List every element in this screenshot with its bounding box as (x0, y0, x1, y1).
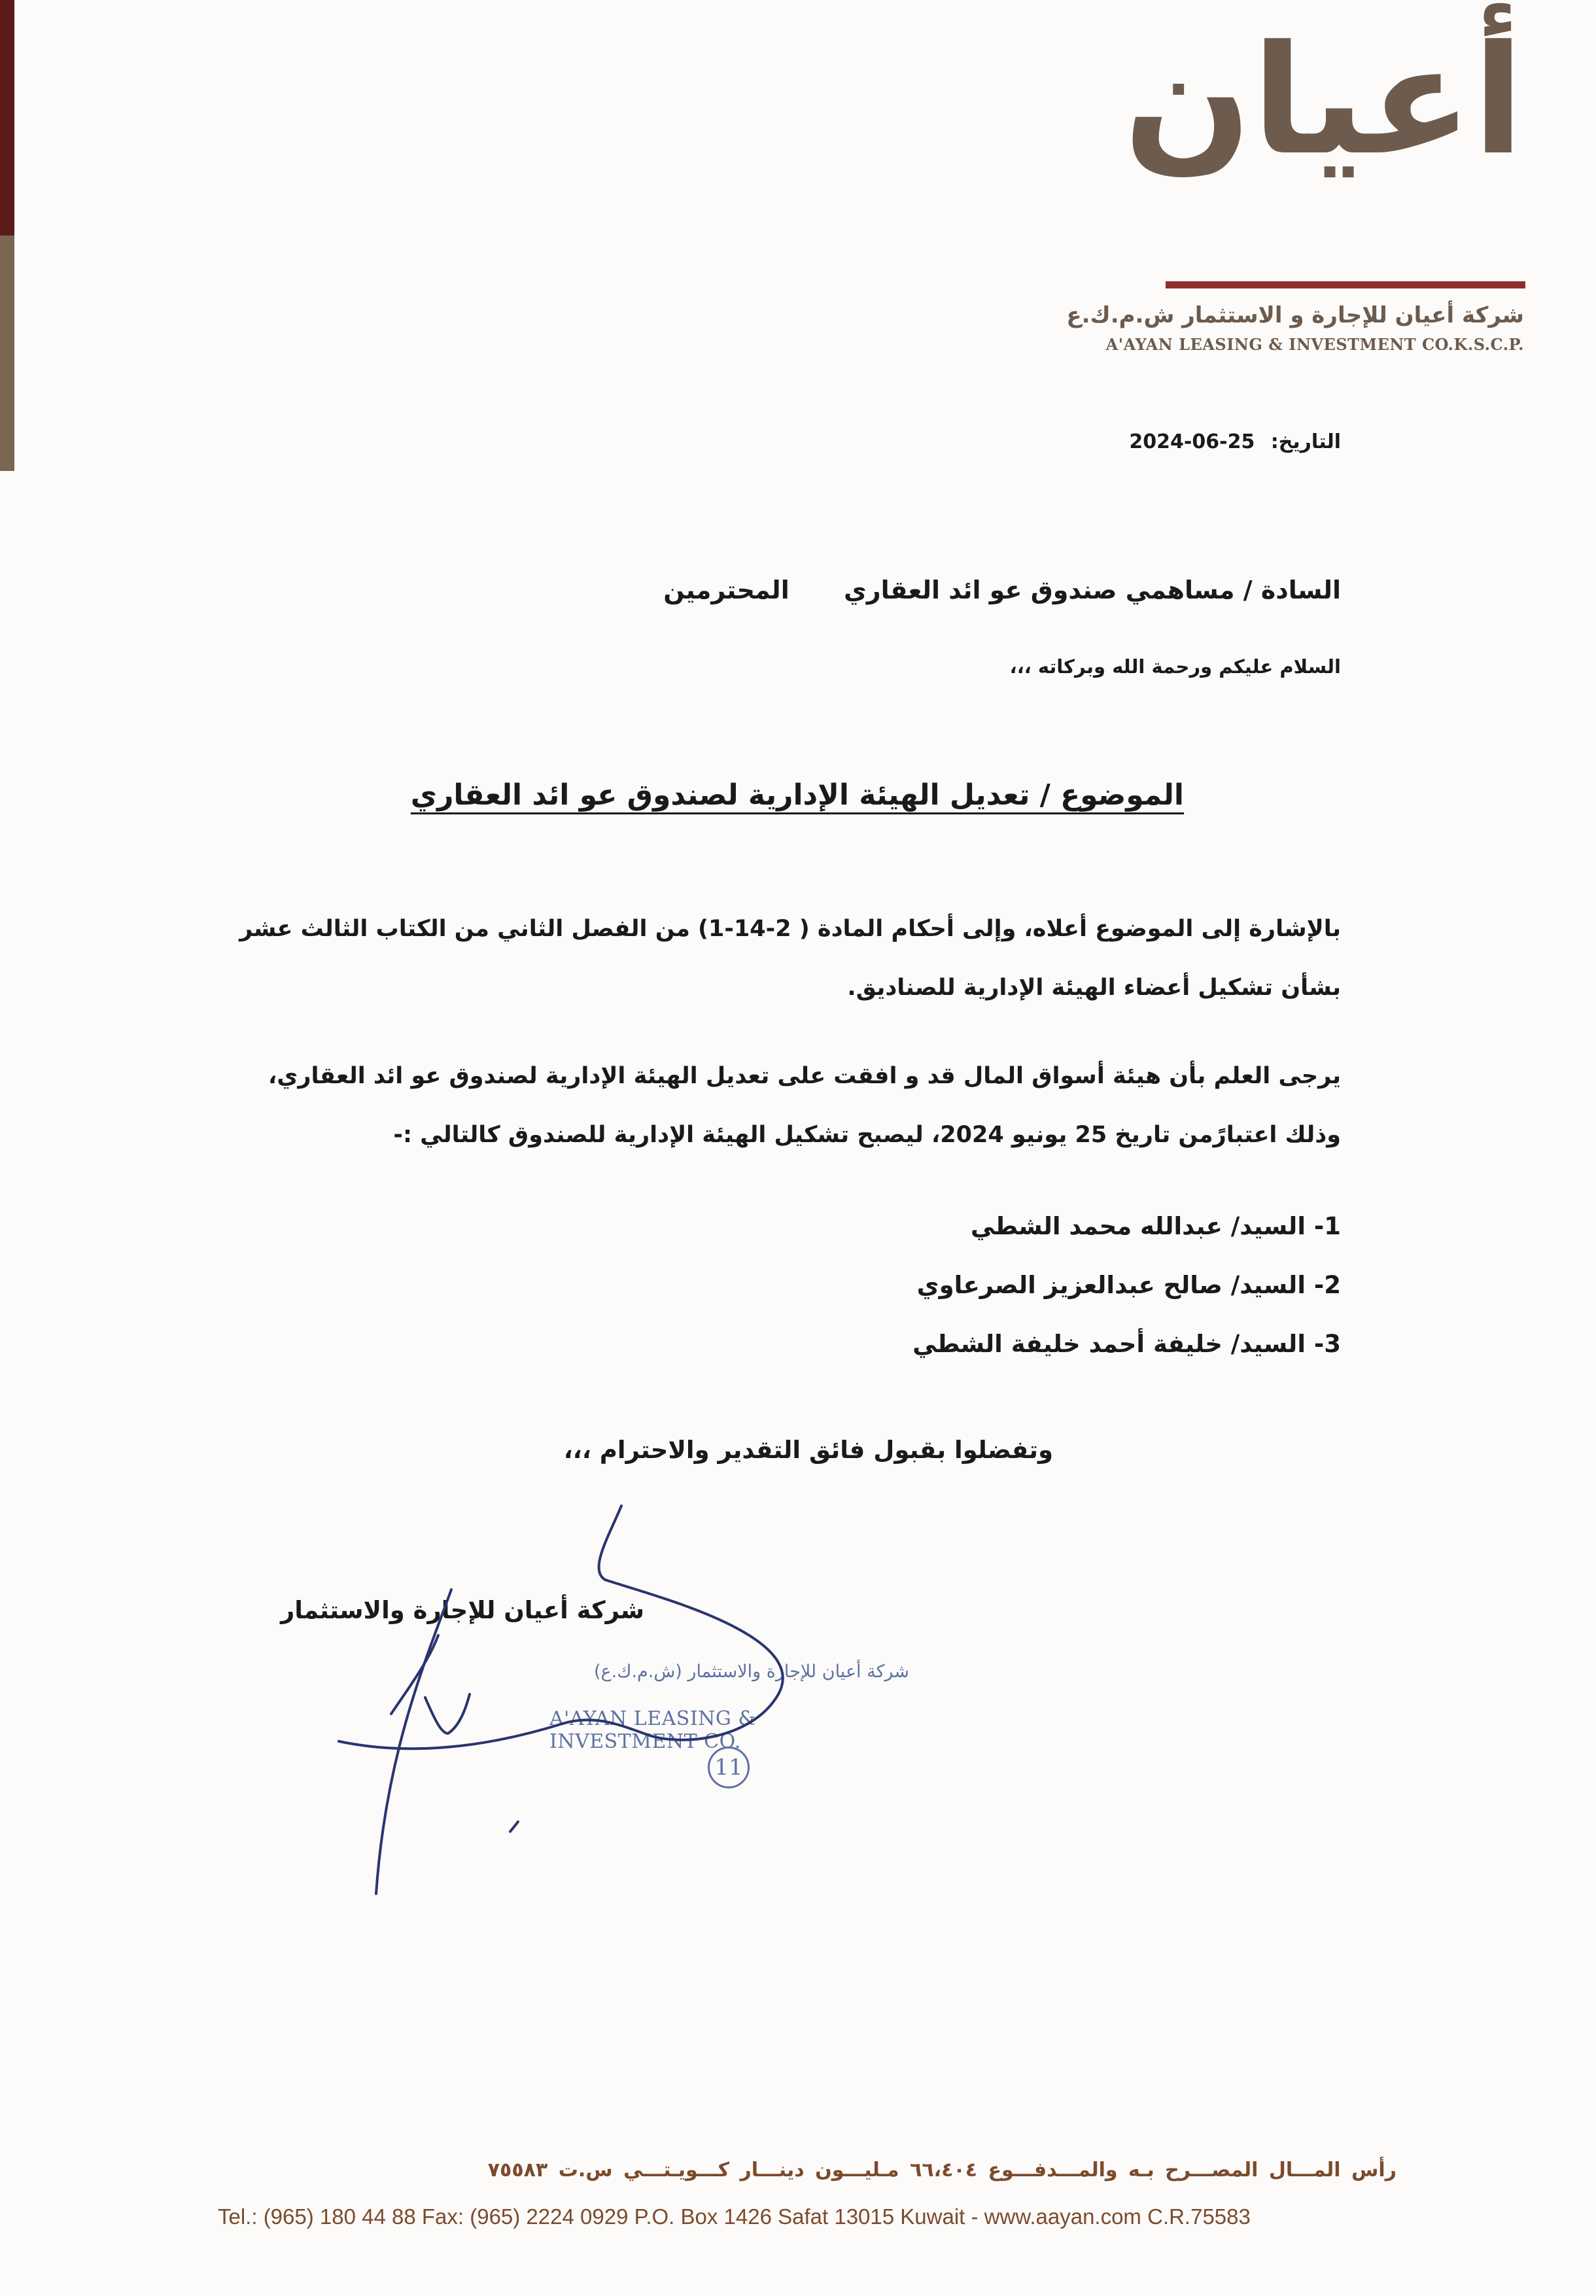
stamp-text-arabic: شركة أعيان للإجارة والاستثمار (ش.م.ك.ع) (593, 1661, 909, 1682)
logo-divider (1166, 281, 1525, 288)
signatory-company: شركة أعيان للإجارة والاستثمار (280, 1596, 644, 1624)
stamp-text-english: A'AYAN LEASING & INVESTMENT CO. (549, 1707, 756, 1753)
member-item: 2- السيد/ صالح عبدالعزيز الصرعاوي (916, 1271, 1341, 1299)
date-label: التاريخ: (1270, 430, 1341, 453)
letter-subject: الموضوع / تعديل الهيئة الإدارية لصندوق عو ائد العقاري (410, 778, 1184, 812)
recipient-line (663, 576, 1341, 604)
member-item: 3- السيد/ خليفة أحمد خليفة الشطي (912, 1330, 1341, 1358)
handwritten-signature (314, 1498, 811, 1917)
greeting: السلام عليكم ورحمة الله وبركاته ،،، (1009, 655, 1341, 678)
recipient-name: السادة / مساهمي صندوق عو ائد العقاري (843, 576, 1341, 604)
edge-bar-brown (0, 235, 14, 471)
recipient-honorific: المحترمين (663, 576, 789, 604)
closing-line: وتفضلوا بقبول فائق التقدير والاحترام ،،، (563, 1436, 1053, 1464)
body-paragraph-2: يرجى العلم بأن هيئة أسواق المال قد و افقت على تعديل الهيئة الإدارية لصندوق عو ائد العقاري، وذلك اعتبارًمن تاريخ 25 يونيو 2024، ليصبح تشكيل الهيئة الإدارية للصندوق كالتالي :- (268, 1063, 1341, 1148)
edge-bar-red (0, 0, 14, 235)
footer-capital-line: رأس المـــال المصـــرح بـه والمـــدفـــوع ٦٦،٤٠٤ مـليـــون دينـــار كـــويـتـــي س.ت ٧٥٥٨٣ (487, 2159, 1396, 2182)
company-name-english: A'AYAN LEASING & INVESTMENT CO.K.S.C.P. (1105, 335, 1524, 354)
member-item: 1- السيد/ عبدالله محمد الشطي (970, 1212, 1341, 1240)
letter-date (1129, 430, 1341, 453)
signature-strokes (339, 1506, 783, 1894)
date-value: 2024-06-25 (1129, 430, 1255, 453)
company-logo: أعيان (1123, 14, 1524, 188)
company-name-arabic: شركة أعيان للإجارة و الاستثمار ش.م.ك.ع (1066, 302, 1524, 328)
stamp-number: 11 (708, 1747, 750, 1788)
body-paragraph-1: بالإشارة إلى الموضوع أعلاه، وإلى أحكام المادة ( 2-14-1) من الفصل الثاني من الكتاب الثالث عشر بشأن تشكيل أعضاء الهيئة الإدارية للصناديق. (239, 916, 1341, 1001)
members-list (912, 1197, 1341, 1374)
footer-contact-line: Tel.: (965) 180 44 88 Fax: (965) 2224 0929 P.O. Box 1426 Safat 13015 Kuwait - www.aayan.com C.R.75583 (218, 2204, 1251, 2229)
page-edge-bar (0, 0, 14, 471)
